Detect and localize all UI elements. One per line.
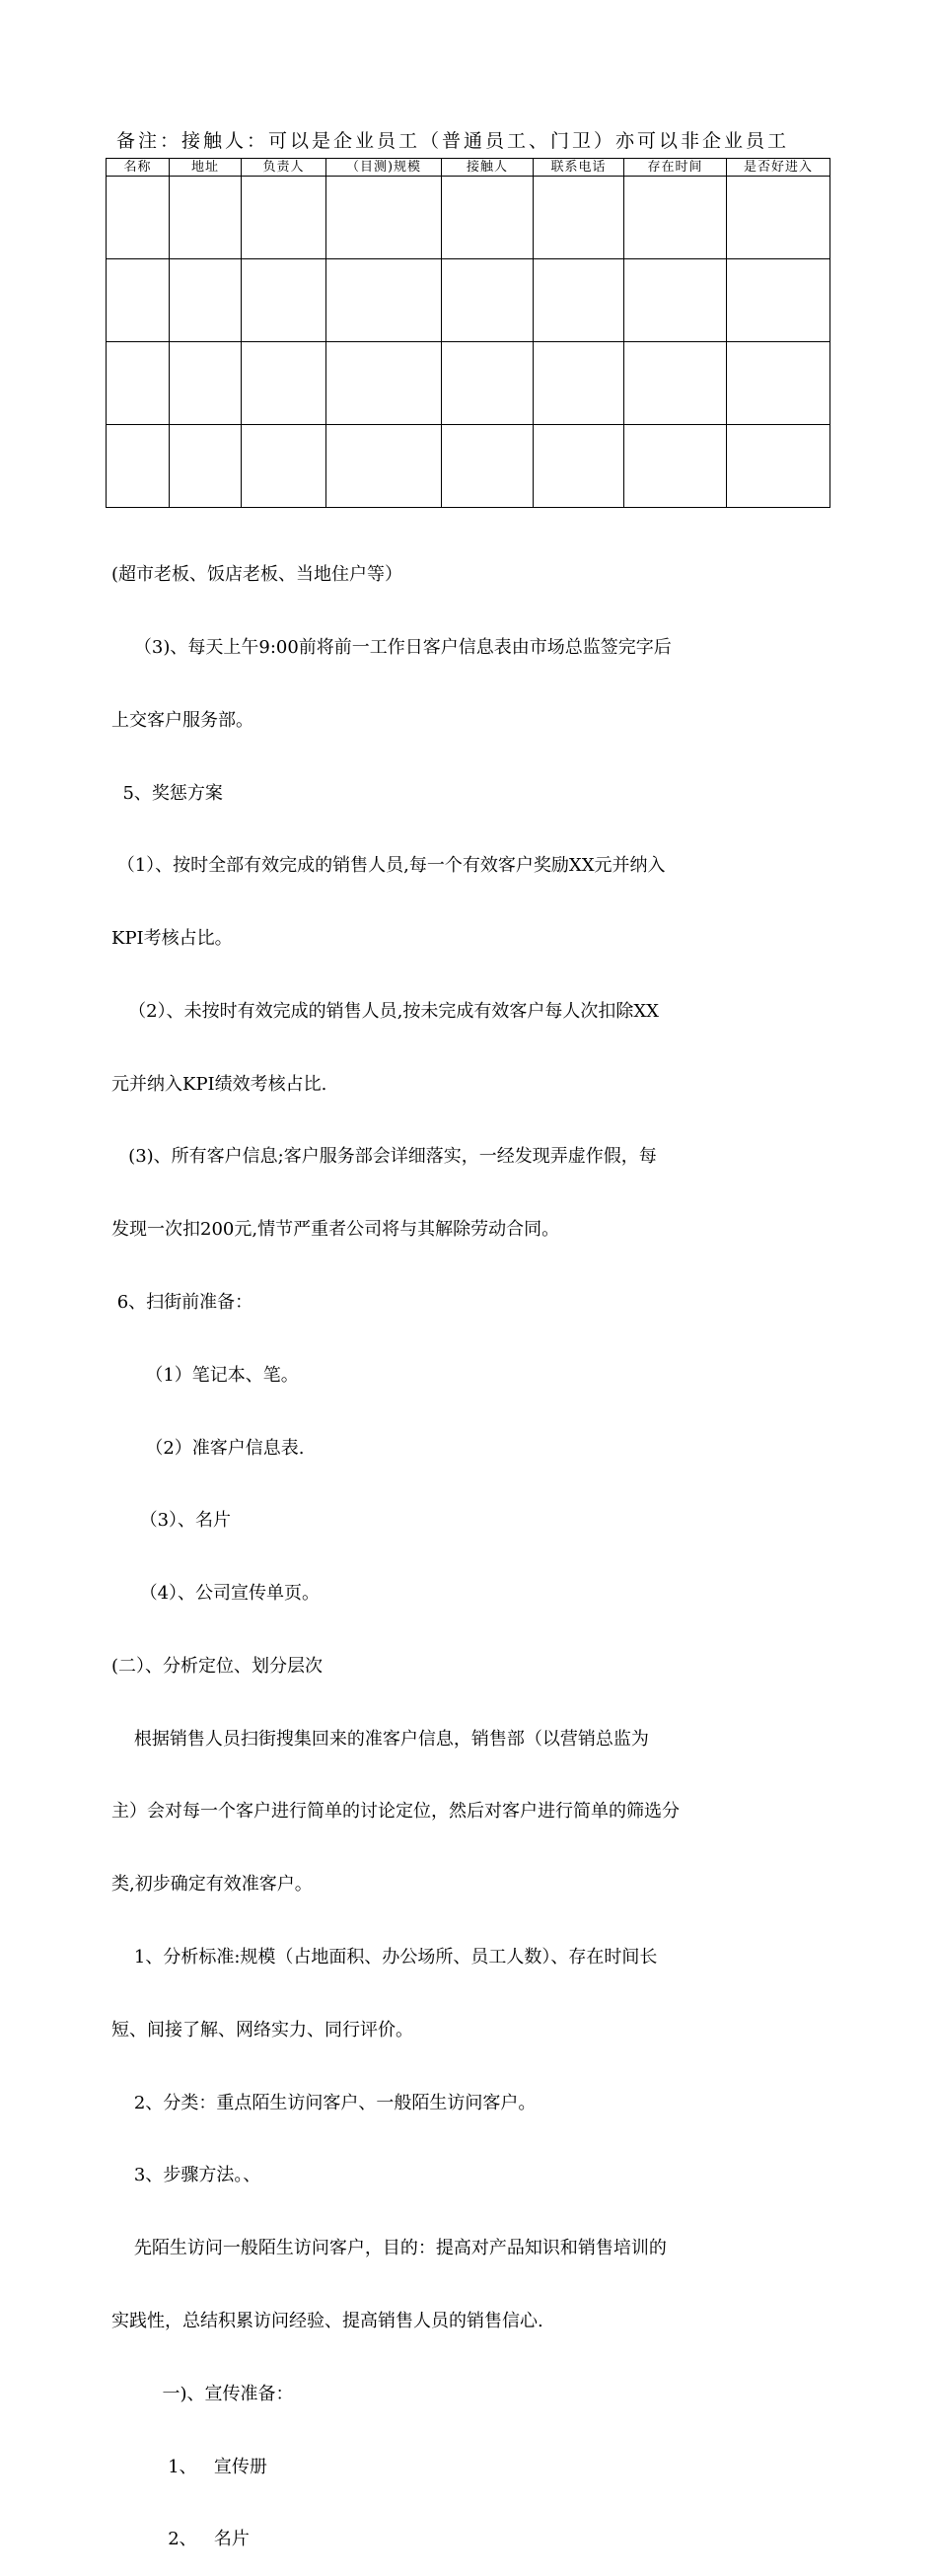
- section-heading: 6、扫街前准备：: [111, 1292, 253, 1313]
- table-cell: [534, 425, 624, 508]
- table-cell: [624, 425, 727, 508]
- table-cell: [624, 259, 727, 342]
- table-cell: [727, 259, 830, 342]
- paragraph-line: （1）、按时全部有效完成的销售人员,每一个有效客户奖励XX元并纳入: [111, 855, 666, 877]
- table-cell: [624, 177, 727, 259]
- paragraph-line: (3)、所有客户信息;客户服务部会详细落实，一经发现弄虚作假，每: [111, 1146, 657, 1168]
- table-cell: [534, 177, 624, 259]
- list-item: （1）笔记本、笔。: [111, 1364, 299, 1386]
- table-cell: [242, 425, 326, 508]
- list-item: 2、 名片: [111, 2529, 250, 2550]
- section-heading: 5、奖惩方案: [111, 782, 223, 804]
- paragraph-line: KPI考核占比。: [111, 928, 233, 950]
- table-cell: [170, 342, 242, 425]
- column-header-contact: 接触人: [442, 159, 534, 177]
- column-header-name: 名称: [107, 159, 170, 177]
- table-cell: [170, 177, 242, 259]
- table-cell: [107, 259, 170, 342]
- table-cell: [727, 425, 830, 508]
- table-cell: [242, 259, 326, 342]
- table-row: [107, 177, 830, 259]
- table-row: [107, 425, 830, 508]
- column-header-manager: 负责人: [242, 159, 326, 177]
- list-item: （4）、公司宣传单页。: [111, 1583, 321, 1605]
- paragraph-line: 元并纳入KPI绩效考核占比.: [111, 1073, 327, 1095]
- table-cell: [442, 425, 534, 508]
- table-row: [107, 259, 830, 342]
- column-header-phone: 联系电话: [534, 159, 624, 177]
- list-item: 1、 宣传册: [111, 2456, 267, 2477]
- column-header-duration: 存在时间: [624, 159, 727, 177]
- list-item: （3）、名片: [111, 1510, 232, 1532]
- paragraph-line: 类,初步确定有效准客户。: [111, 1874, 313, 1896]
- table-cell: [326, 177, 442, 259]
- table-cell: [170, 425, 242, 508]
- table-cell: [326, 259, 442, 342]
- table-cell: [534, 259, 624, 342]
- table-cell: [242, 177, 326, 259]
- section-heading: 一)、宣传准备：: [111, 2383, 294, 2404]
- document-body: [111, 515, 824, 2576]
- table-note: 备注：接触人：可以是企业员工（普通员工、门卫）亦可以非企业员工: [116, 130, 790, 152]
- column-header-scale: （目测)规模: [326, 159, 442, 177]
- table-cell: [442, 177, 534, 259]
- table-cell: [442, 342, 534, 425]
- table-cell: [107, 425, 170, 508]
- paragraph-line: (超市老板、饭店老板、当地住户等）: [111, 564, 403, 586]
- table-cell: [534, 342, 624, 425]
- table-cell: [107, 177, 170, 259]
- paragraph-line: 实践性，总结积累访问经验、提高销售人员的销售信心.: [111, 2310, 543, 2331]
- paragraph-line: 短、间接了解、网络实力、同行评价。: [111, 2019, 413, 2040]
- table-cell: [326, 425, 442, 508]
- paragraph-line: （3)、每天上午9:00前将前一工作日客户信息表由市场总监签完字后: [111, 636, 672, 658]
- table-cell: [624, 342, 727, 425]
- table-cell: [727, 177, 830, 259]
- paragraph-line: 先陌生访问一般陌生访问客户，目的：提高对产品知识和销售培训的: [111, 2238, 667, 2259]
- table-cell: [442, 259, 534, 342]
- paragraph-line: 1、分析标准:规模（占地面积、办公场所、员工人数）、存在时间长: [111, 1947, 658, 1968]
- list-item: （2）准客户信息表.: [111, 1437, 305, 1459]
- customer-info-table: [106, 158, 830, 508]
- paragraph-line: 发现一次扣200元,情节严重者公司将与其解除劳动合同。: [111, 1219, 560, 1241]
- paragraph-line: 3、步骤方法。、: [111, 2165, 261, 2186]
- table-cell: [242, 342, 326, 425]
- table-header-row: [107, 159, 830, 177]
- table-cell: [170, 259, 242, 342]
- paragraph-line: 2、分类：重点陌生访问客户、一般陌生访问客户。: [111, 2092, 537, 2113]
- paragraph-line: 上交客户服务部。: [111, 709, 253, 731]
- column-header-address: 地址: [170, 159, 242, 177]
- paragraph-line: （2）、未按时有效完成的销售人员,按未完成有效客户每人次扣除XX: [111, 1000, 659, 1022]
- table-cell: [326, 342, 442, 425]
- table-row: [107, 342, 830, 425]
- column-header-accessible: 是否好进入: [727, 159, 830, 177]
- section-heading: (二）、分析定位、划分层次: [111, 1655, 324, 1677]
- table-cell: [107, 342, 170, 425]
- paragraph-line: 根据销售人员扫街搜集回来的准客户信息，销售部（以营销总监为: [111, 1728, 649, 1750]
- paragraph-line: 主）会对每一个客户进行简单的讨论定位，然后对客户进行简单的筛选分: [111, 1801, 680, 1823]
- table-cell: [727, 342, 830, 425]
